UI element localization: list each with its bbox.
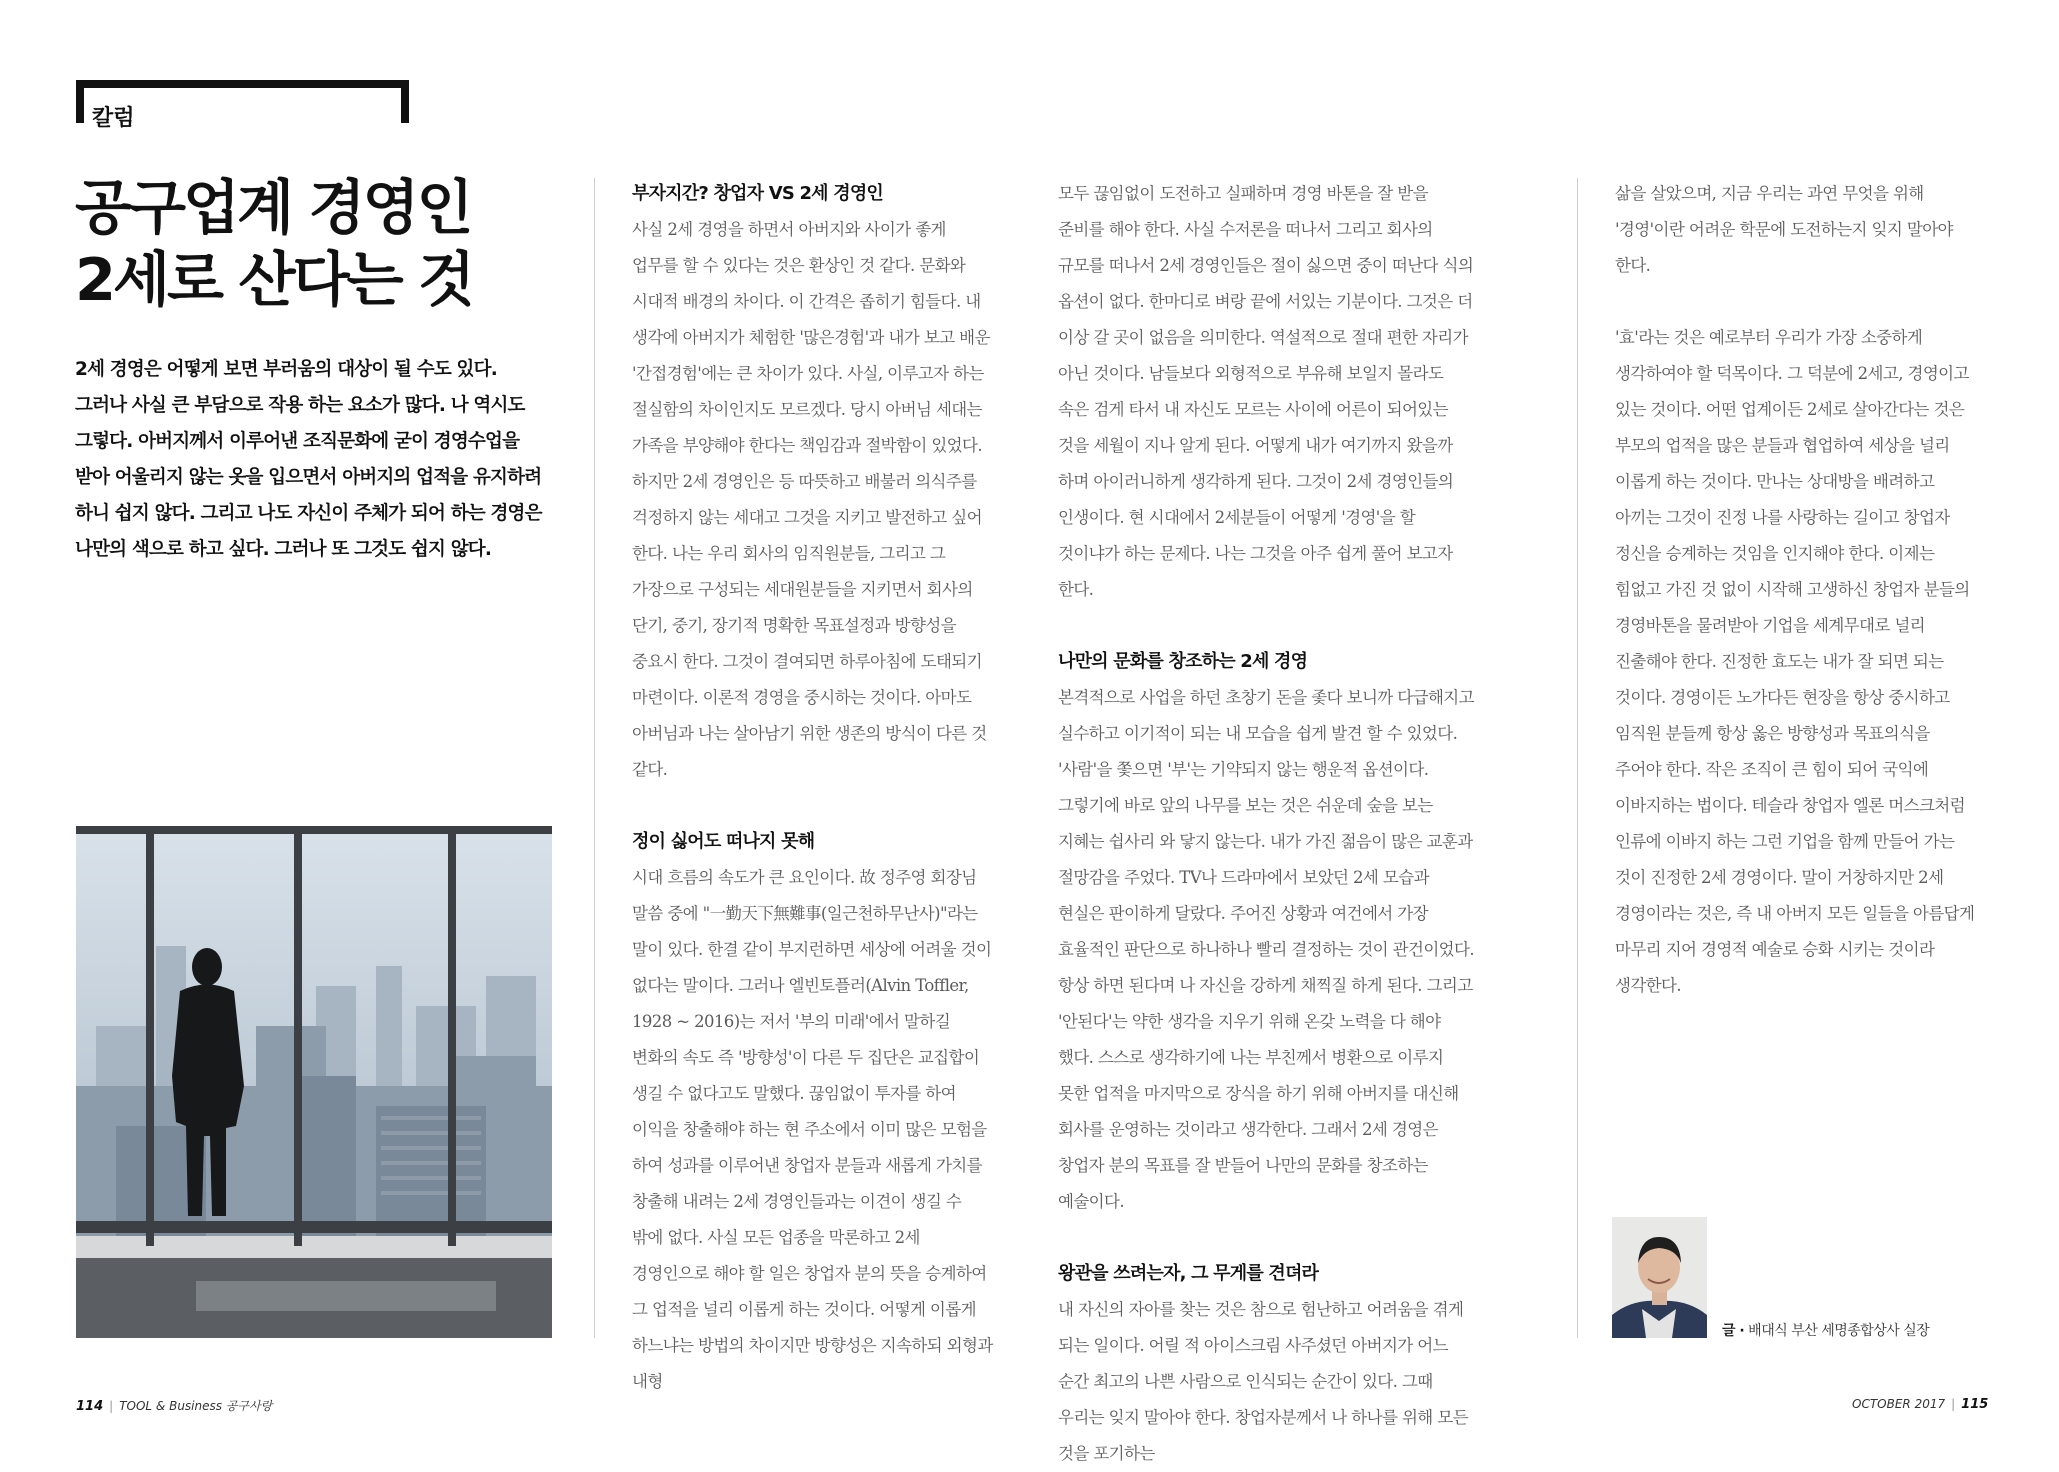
body-column-3 [1615, 176, 1975, 1004]
section-heading: 왕관을 쓰려는자, 그 무게를 견뎌라 [1058, 1263, 1319, 1284]
byline-prefix: 글 · [1722, 1323, 1745, 1339]
left-folio [76, 1397, 272, 1414]
body-paragraph: 삶을 살았으며, 지금 우리는 과연 무엇을 위해 '경영'이란 어려운 학문에 도전하는지 잊지 말아야 한다. [1615, 184, 1953, 275]
body-paragraph: 내 자신의 자아를 찾는 것은 참으로 험난하고 어려움을 겪게 되는 일이다. 어릴 적 아이스크림 사주셨던 아버지가 어느 순간 최고의 나쁜 사람으로 인식되는 순간이 있다. 그때 우리는 잊지 말아야 한다. 창업자분께서 나 하나를 위해 모든 것을 포기하는 [1058, 1300, 1468, 1463]
body-paragraph: 사실 2세 경영을 하면서 아버지와 사이가 좋게 업무를 할 수 있다는 것은 환상인 것 같다. 문화와 시대적 배경의 차이다. 이 간격은 좁히기 힘들다. 내 생각에 아버지가 체험한 '많은경험'과 내가 보고 배운 '간접경험'에는 큰 차이가 있다. 사실, 이루고자 하는 절실함의 차이인지도 모르겠다. 당시 아버님 세대는 가족을 부양해야 한다는 책임감과 절박함이 있었다. 하지만 2세 경영인은 등 따뜻하고 배불러 의식주를 걱정하지 않는 세대고 그것을 지키고 발전하고 싶어 한다. 나는 우리 회사의 임직원분들, 그리고 그 가장으로 구성되는 세대원분들을 지키면서 회사의 단기, 중기, 장기적 명확한 목표설정과 방향성을 중요시 한다. 그것이 결여되면 하루아침에 도태되기 마련이다. 이론적 경영을 중시하는 것이다. 아마도 아버님과 나는 살아남기 위한 생존의 방식이 다른 것 같다. [632, 220, 990, 779]
column-divider [594, 178, 595, 1338]
publication-name: TOOL & Business 공구사랑 [119, 1399, 273, 1413]
body-paragraph: 시대 흐름의 속도가 큰 요인이다. 故 정주영 회장님 말씀 중에 "一勤天下無難事(일근천하무난사)"라는 말이 있다. 한결 같이 부지런하면 세상에 어려울 것이 없다는 말이다. 그러나 엘빈토플러(Alvin Toffler, 1928 ~ 2016)는 저서 '부의 미래'에서 말하길 변화의 속도 즉 '방향성'이 다른 두 집단은 교집합이 생길 수 없다고도 말했다. 끊임없이 투자를 하여 이익을 창출해야 하는 현 주소에서 이미 많은 모험을 하여 성과를 이루어낸 창업자 분들과 새롭게 가치를 창출해 내려는 2세 경영인들과는 이견이 생길 수 밖에 없다. 사실 모든 업종을 막론하고 2세 경영인으로 해야 할 일은 창업자 분의 뜻을 승계하여 그 업적을 널리 이롭게 하는 것이다. 어떻게 이롭게 하느냐는 방법의 차이지만 방향성은 지속하되 외형과 내형 [632, 868, 993, 1391]
right-folio [1852, 1397, 1988, 1412]
folio-separator: | [109, 1399, 114, 1413]
section-heading: 정이 싫어도 떠나지 못해 [632, 831, 815, 852]
folio-separator: | [1951, 1397, 1956, 1411]
section-heading: 부자지간? 창업자 VS 2세 경영인 [632, 183, 883, 204]
title-line-2: 2세로 산다는 것 [75, 245, 473, 314]
businessman-window-photo [76, 826, 552, 1338]
title-line-1: 공구업계 경영인 [75, 173, 471, 242]
section-label: 칼럼 [92, 106, 135, 131]
byline-name: 배대식 부산 세명종합상사 실장 [1748, 1323, 1930, 1339]
body-paragraph: '효'라는 것은 예로부터 우리가 가장 소중하게 생각하여야 할 덕목이다. 그 덕분에 2세고, 경영이고 있는 것이다. 어떤 업계이든 2세로 살아간다는 것은 부모의 업적을 많은 분들과 협업하여 세상을 널리 이롭게 하는 것이다. 만나는 상대방을 배려하고 아끼는 그것이 진정 나를 사랑하는 길이고 창업자 정신을 승계하는 것임을 인지해야 한다. 이제는 힘없고 가진 것 없이 시작해 고생하신 창업자 분들의 경영바톤을 물려받아 기업을 세계무대로 널리 진출해야 한다. 진정한 효도는 내가 잘 되면 되는 것이다. 경영이든 노가다든 현장을 항상 중시하고 임직원 분들께 항상 옳은 방향성과 목표의식을 주어야 한다. 작은 조직이 큰 힘이 되어 국익에 이바지하는 법이다. 테슬라 창업자 엘론 머스크처럼 인류에 이바지 하는 그런 기업을 함께 만들어 가는 것이 진정한 2세 경영이다. 말이 거창하지만 2세 경영이라는 것은, 즉 내 아버지 모든 일들을 아름답게 마무리 지어 경영적 예술로 승화 시키는 것이라 생각한다. [1615, 328, 1975, 995]
lead-paragraph: 2세 경영은 어떻게 보면 부러움의 대상이 될 수도 있다. 그러나 사실 큰 부담으로 작용 하는 요소가 많다. 나 역시도 그렇다. 아버지께서 이루어낸 조직문화에 굳이 경영수업을 받아 어울리지 않는 옷을 입으면서 아버지의 업적을 유지하려 하니 쉽지 않다. 그리고 나도 자신이 주체가 되어 하는 경영은 나만의 색으로 하고 싶다. 그러나 또 그것도 쉽지 않다. [75, 359, 542, 560]
section-heading: 나만의 문화를 창조하는 2세 경영 [1058, 651, 1308, 672]
body-paragraph: 모두 끊임없이 도전하고 실패하며 경영 바톤을 잘 받을 준비를 해야 한다. 사실 수저론을 떠나서 그리고 회사의 규모를 떠나서 2세 경영인들은 절이 싫으면 중이 떠난다 식의 옵션이 없다. 한마디로 벼랑 끝에 서있는 기분이다. 그것은 더 이상 갈 곳이 없음을 의미한다. 역설적으로 절대 편한 자리가 아닌 것이다. 남들보다 외형적으로 부유해 보일지 몰라도 속은 검게 타서 내 자신도 모르는 사이에 어른이 되어있는 것을 세월이 지나 알게 된다. 어떻게 내가 여기까지 왔을까 하며 아이러니하게 생각하게 된다. 그것이 2세 경영인들의 인생이다. 현 시대에서 2세분들이 어떻게 '경영'을 할 것이냐가 하는 문제다. 나는 그것을 아주 쉽게 풀어 보고자 한다. [1058, 184, 1474, 599]
body-column-2 [1058, 176, 1478, 1472]
body-paragraph: 본격적으로 사업을 하던 초창기 돈을 좇다 보니까 다급해지고 실수하고 이기적이 되는 내 모습을 쉽게 발견 할 수 있었다. '사람'을 쫓으면 '부'는 기약되지 않는 행운적 옵션이다. 그렇기에 바로 앞의 나무를 보는 것은 쉬운데 숲을 보는 지혜는 쉽사리 와 닿지 않는다. 내가 가진 젊음이 많은 교훈과 절망감을 주었다. TV나 드라마에서 보았던 2세 모습과 현실은 판이하게 달랐다. 주어진 상황과 여건에서 가장 효율적인 판단으로 하나하나 빨리 결정하는 것이 관건이었다. 항상 하면 된다며 나 자신을 강하게 채찍질 하게 된다. 그리고 '안된다'는 약한 생각을 지우기 위해 온갖 노력을 다 해야 했다. 스스로 생각하기에 나는 부친께서 병환으로 이루지 못한 업적을 마지막으로 장식을 하기 위해 아버지를 대신해 회사를 운영하는 것이라고 생각한다. 그래서 2세 경영은 창업자 분의 목표를 잘 받들어 나만의 문화를 창조하는 예술이다. [1058, 688, 1474, 1211]
issue-date: OCTOBER 2017 [1852, 1397, 1946, 1411]
author-portrait-photo [1612, 1217, 1707, 1338]
column-divider [1577, 178, 1578, 1338]
left-page-number: 114 [76, 1399, 104, 1414]
article-title [75, 172, 515, 316]
body-column-1 [632, 176, 994, 1400]
right-page-number: 115 [1961, 1397, 1989, 1412]
author-byline [1722, 1320, 1929, 1340]
